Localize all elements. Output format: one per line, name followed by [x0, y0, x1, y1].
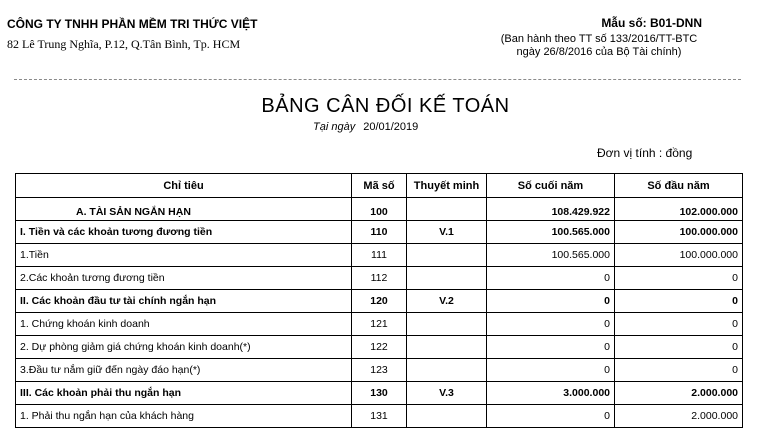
row-label: 1. Phải thu ngắn hạn của khách hàng — [16, 405, 352, 428]
row-note — [407, 359, 487, 382]
row-note: V.1 — [407, 221, 487, 244]
row-code: 100 — [352, 198, 407, 221]
row-code: 123 — [352, 359, 407, 382]
table-row — [16, 313, 743, 336]
table-header-row — [16, 174, 743, 198]
table-row — [16, 359, 743, 382]
date-label: Tại ngày — [313, 121, 356, 133]
row-code: 130 — [352, 382, 407, 405]
table-row — [16, 198, 743, 221]
report-date — [313, 121, 418, 133]
row-note: V.3 — [407, 382, 487, 405]
row-year-begin: 0 — [615, 359, 743, 382]
row-year-begin: 102.000.000 — [615, 198, 743, 221]
row-code: 110 — [352, 221, 407, 244]
balance-sheet-table — [15, 173, 743, 428]
row-year-end: 0 — [487, 336, 615, 359]
row-year-begin: 0 — [615, 313, 743, 336]
row-note — [407, 198, 487, 221]
column-header-code: Mã số — [352, 174, 407, 198]
report-title: BẢNG CÂN ĐỐI KẾ TOÁN — [261, 95, 510, 117]
row-label: III. Các khoản phải thu ngắn hạn — [16, 382, 352, 405]
table-row — [16, 244, 743, 267]
column-header-indicator: Chỉ tiêu — [16, 174, 352, 198]
row-year-end: 0 — [487, 267, 615, 290]
row-year-end: 0 — [487, 405, 615, 428]
issued-by-line-1: (Ban hành theo TT số 133/2016/TT-BTC — [500, 33, 698, 45]
table-row — [16, 267, 743, 290]
column-header-year-begin: Số đầu năm — [615, 174, 743, 198]
currency-unit: Đơn vị tính : đồng — [597, 146, 693, 160]
row-note — [407, 336, 487, 359]
row-note — [407, 313, 487, 336]
row-label: 2. Dự phòng giảm giá chứng khoán kinh doanh(*) — [16, 336, 352, 359]
row-note — [407, 244, 487, 267]
table-row — [16, 405, 743, 428]
row-label: 2.Các khoản tương đương tiền — [16, 267, 352, 290]
table-row — [16, 336, 743, 359]
row-code: 112 — [352, 267, 407, 290]
row-year-end: 100.565.000 — [487, 244, 615, 267]
row-year-begin: 0 — [615, 336, 743, 359]
form-number: Mẫu số: B01-DNN — [601, 16, 702, 30]
row-label: I. Tiền và các khoản tương đương tiền — [16, 221, 352, 244]
date-value: 20/01/2019 — [363, 121, 419, 133]
row-year-end: 0 — [487, 359, 615, 382]
row-note — [407, 405, 487, 428]
column-header-note: Thuyết minh — [407, 174, 487, 198]
table-row — [16, 290, 743, 313]
row-note: V.2 — [407, 290, 487, 313]
row-code: 120 — [352, 290, 407, 313]
row-year-end: 0 — [487, 313, 615, 336]
row-label: A. TÀI SẢN NGẮN HẠN — [16, 198, 352, 221]
row-label: II. Các khoản đầu tư tài chính ngắn hạn — [16, 290, 352, 313]
header-divider — [14, 79, 741, 80]
row-code: 122 — [352, 336, 407, 359]
row-year-end: 108.429.922 — [487, 198, 615, 221]
row-year-begin: 100.000.000 — [615, 244, 743, 267]
company-name: CÔNG TY TNHH PHẦN MỀM TRI THỨC VIỆT — [7, 17, 258, 31]
row-code: 131 — [352, 405, 407, 428]
row-year-begin: 0 — [615, 290, 743, 313]
row-label: 3.Đầu tư nắm giữ đến ngày đáo hạn(*) — [16, 359, 352, 382]
company-address: 82 Lê Trung Nghĩa, P.12, Q.Tân Bình, Tp. HCM — [7, 37, 241, 51]
table-row — [16, 221, 743, 244]
row-year-begin: 2.000.000 — [615, 382, 743, 405]
issued-by-line-2: ngày 26/8/2016 của Bộ Tài chính) — [516, 46, 682, 58]
column-header-year-end: Số cuối năm — [487, 174, 615, 198]
table-row — [16, 382, 743, 405]
row-year-begin: 100.000.000 — [615, 221, 743, 244]
row-year-end: 100.565.000 — [487, 221, 615, 244]
row-label: 1. Chứng khoán kinh doanh — [16, 313, 352, 336]
row-label: 1.Tiền — [16, 244, 352, 267]
row-year-end: 3.000.000 — [487, 382, 615, 405]
row-note — [407, 267, 487, 290]
row-year-begin: 0 — [615, 267, 743, 290]
row-year-begin: 2.000.000 — [615, 405, 743, 428]
row-code: 111 — [352, 244, 407, 267]
row-year-end: 0 — [487, 290, 615, 313]
row-code: 121 — [352, 313, 407, 336]
